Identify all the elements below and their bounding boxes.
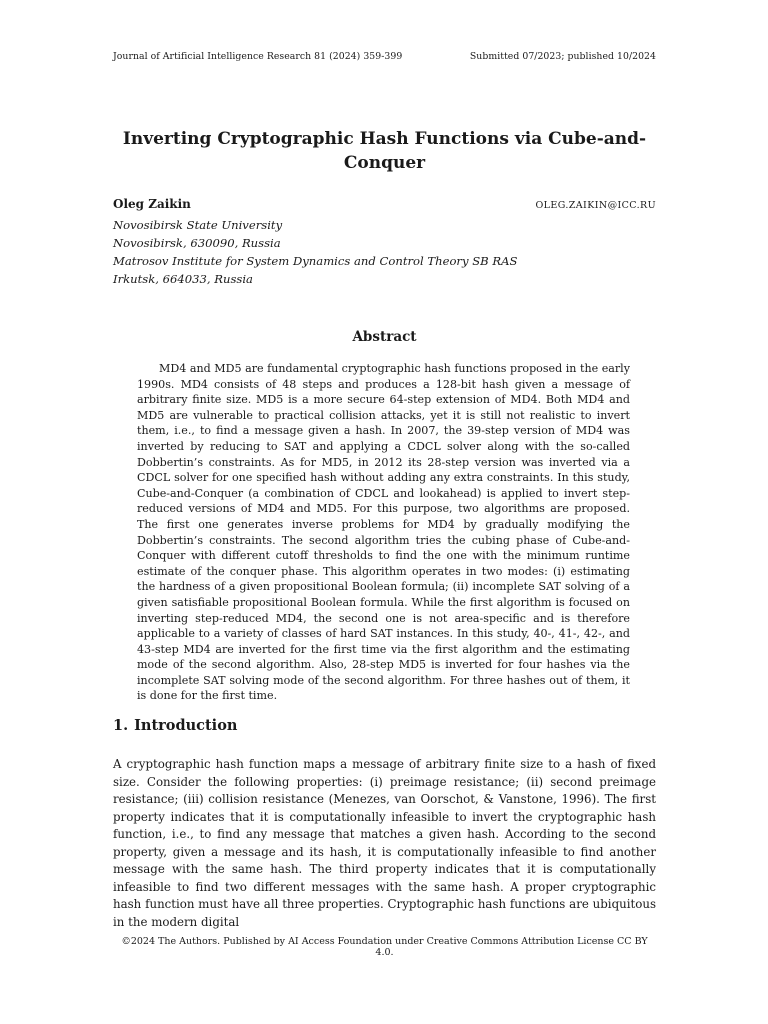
affiliation-line: Irkutsk, 664033, Russia (113, 272, 253, 286)
author-line (113, 197, 656, 211)
affiliation-line: Matrosov Institute for System Dynamics and Control Theory SB RAS (113, 254, 518, 268)
section-number: 1. (113, 717, 129, 734)
submission-dates: Submitted 07/2023; published 10/2024 (469, 51, 656, 62)
abstract-text: MD4 and MD5 are fundamental cryptographic hash functions proposed in the early 1990s. MD4 consists of 48 steps and produces a 128-bit hash given a message of arbitrary finite size. MD5 is a more secure 64-step extension of MD4. Both MD4 and MD5 are vulnerable to practical collision attacks, yet it is still not realistic to invert them, i.e., to find a message given a hash. In 2007, the 39-step version of MD4 was inverted by reducing to SAT and applying a CDCL solver along with the so-called Dobbertin’s constraints. As for MD5, in 2012 its 28-step version was inverted via a CDCL solver for one specified hash without adding any extra constraints. In this study, Cube-and-Conquer (a combination of CDCL and lookahead) is applied to invert step-reduced versions of MD4 and MD5. For this purpose, two algorithms are proposed. The first one generates inverse problems for MD4 by gradually modifying the Dobbertin’s constraints. The second algorithm tries the cubing phase of Cube-and-Conquer with different cutoff thresholds to find the one with the minimum runtime estimate of the conquer phase. This algorithm operates in two modes: (i) estimating the hardness of a given propositional Boolean formula; (ii) incomplete SAT solving of a given satisfiable propositional Boolean formula. While the first algorithm is focused on inverting step-reduced MD4, the second one is not area-specific and is therefore applicable to a variety of classes of hard SAT instances. In this study, 40-, 41-, 42-, and 43-step MD4 are inverted for the first time via the first algorithm and the estimating mode of the second algorithm. Also, 28-step MD5 is inverted for four hashes via the incomplete SAT solving mode of the second algorithm. For three hashes out of them, it is done for the first time. (137, 362, 630, 703)
running-header (113, 51, 656, 62)
affiliation-line: Novosibirsk, 630090, Russia (113, 236, 281, 250)
journal-citation: Journal of Artificial Intelligence Research 81 (2024) 359-399 (113, 51, 403, 62)
affiliation-line: Novosibirsk State University (113, 218, 283, 232)
author-affiliations (113, 216, 656, 288)
section-title: Introduction (134, 717, 238, 734)
section-heading-introduction (113, 717, 656, 734)
paper-title: Inverting Cryptographic Hash Functions via Cube-and-Conquer (122, 129, 647, 173)
license-footer: ©2024 The Authors. Published by AI Access Foundation under Creative Commons Attribution License CC BY 4.0. (121, 936, 648, 958)
author-email[interactable]: OLEG.ZAIKIN@ICC.RU (535, 200, 656, 211)
introduction-text: A cryptographic hash function maps a message of arbitrary finite size to a hash of fixed size. Consider the following properties: (i) preimage resistance; (ii) second preimage resistance; (iii) collision resistance (Menezes, van Oorschot, & Vanstone, 1996). The first property indicates that it is computationally infeasible to invert the cryptographic hash function, i.e., to find any message that matches a given hash. According to the second property, given a message and its hash, it is computationally infeasible to find another message with the same hash. The third property indicates that it is computationally infeasible to find two different messages with the same hash. A proper cryptographic hash function must have all three properties. Cryptographic hash functions are ubiquitous in the modern digital (113, 757, 656, 929)
author-name: Oleg Zaikin (113, 197, 191, 211)
abstract-heading: Abstract (352, 329, 417, 345)
